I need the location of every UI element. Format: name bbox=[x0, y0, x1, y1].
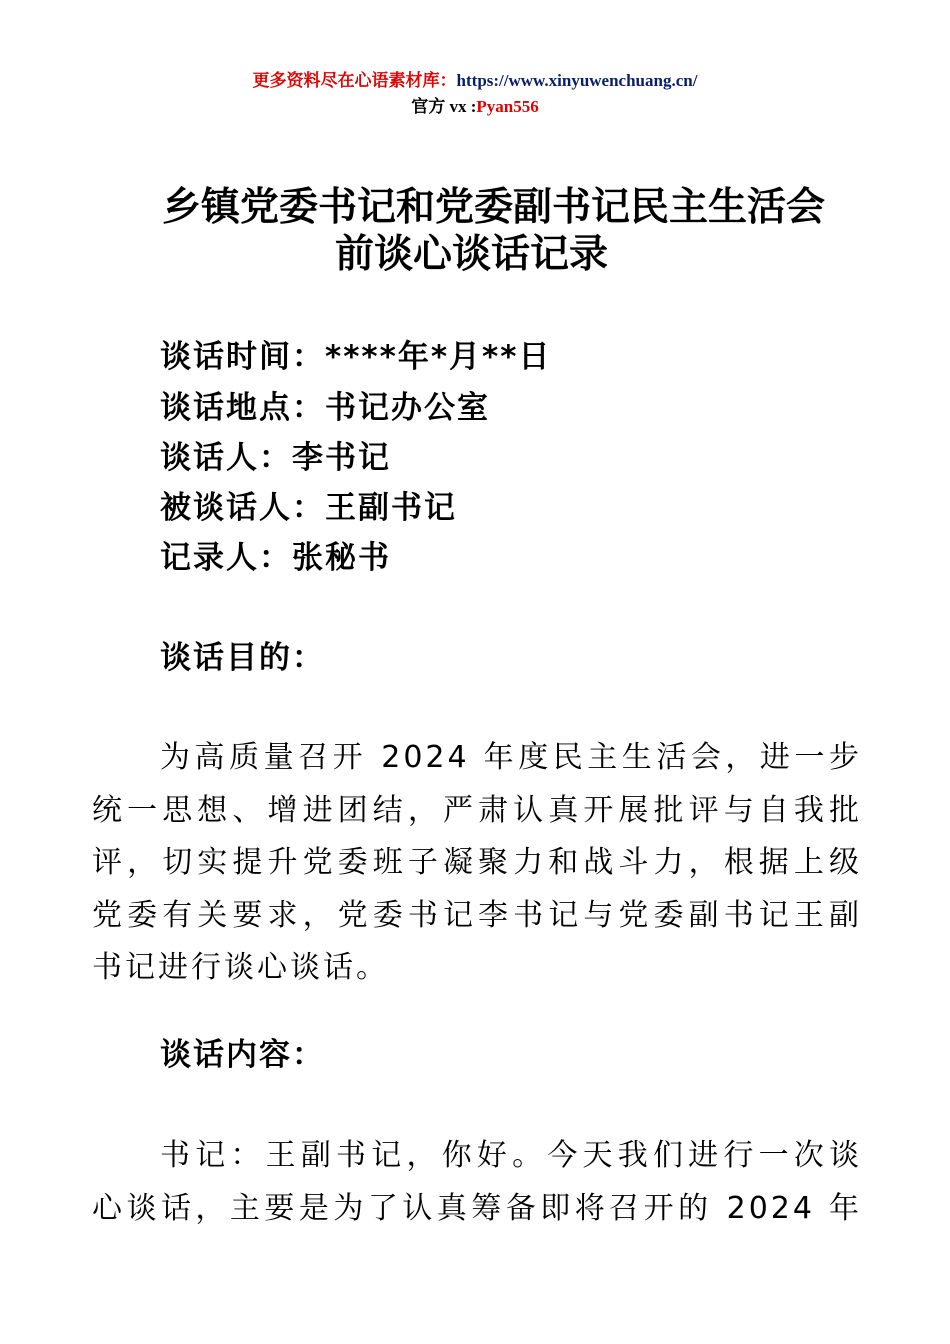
content-heading: 谈话内容： bbox=[160, 1037, 325, 1073]
paragraph-line: 书记进行谈心谈话。 bbox=[92, 950, 389, 985]
paragraph-line: 为高质量召开 2024 年度民主生活会，进一步 bbox=[160, 740, 862, 775]
contact-id: Pyan556 bbox=[476, 97, 539, 116]
paragraph-line: 统一思想、增进团结，严肃认真开展批评与自我批 bbox=[92, 792, 862, 828]
purpose-paragraph bbox=[92, 732, 862, 995]
purpose-heading: 谈话目的： bbox=[160, 640, 325, 676]
meta-speaker: 谈话人：李书记 bbox=[160, 440, 391, 476]
paragraph-line: 书记：王副书记，你好。今天我们进行一次谈 bbox=[160, 1138, 862, 1173]
contact-header-line bbox=[0, 96, 950, 118]
paragraph-line: 心谈话，主要是为了认真筹备即将召开的 2024 年 bbox=[92, 1190, 862, 1226]
promo-header-line bbox=[0, 70, 950, 92]
promo-prefix: 更多资料尽在心语素材库： bbox=[252, 71, 457, 90]
paragraph-line: 评，切实提升党委班子凝聚力和战斗力，根据上级 bbox=[92, 845, 862, 880]
document-title-line-1: 乡镇党委书记和党委副书记民主生活会 bbox=[162, 185, 826, 230]
meta-interviewee: 被谈话人：王副书记 bbox=[160, 490, 457, 526]
promo-url-link[interactable]: https://www.xinyuwenchuang.cn/ bbox=[456, 71, 698, 90]
meta-conversation-time: 谈话时间：****年*月**日 bbox=[160, 339, 552, 375]
paragraph-line: 党委有关要求，党委书记李书记与党委副书记王副 bbox=[92, 897, 862, 933]
meta-conversation-place: 谈话地点：书记办公室 bbox=[160, 390, 490, 426]
meta-recorder: 记录人：张秘书 bbox=[160, 540, 391, 576]
content-paragraph bbox=[92, 1130, 862, 1235]
document-title-line-2: 前谈心谈话记录 bbox=[335, 232, 609, 277]
contact-prefix: 官方 vx : bbox=[411, 97, 477, 116]
